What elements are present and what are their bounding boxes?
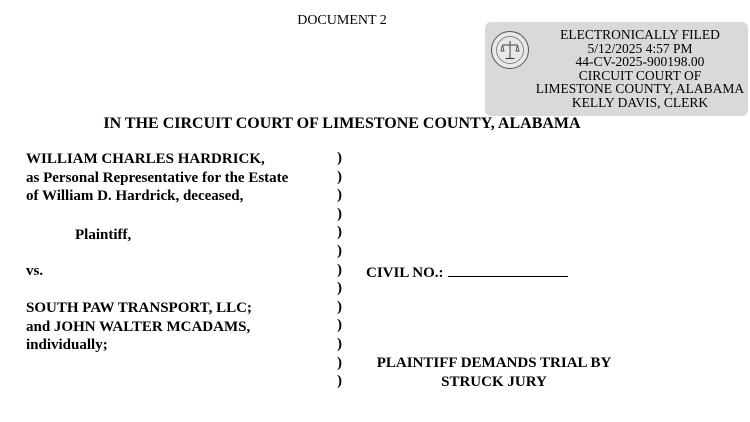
caption-paren: ) <box>337 261 342 278</box>
caption-paren: ) <box>337 242 342 259</box>
plaintiff-name: WILLIAM CHARLES HARDRICK, <box>26 151 265 167</box>
defendant-capacity: individually; <box>26 337 108 353</box>
clerk-name: KELLY DAVIS, CLERK <box>571 94 709 110</box>
court-seal-icon <box>490 30 530 70</box>
civil-number-blank-line <box>448 262 568 277</box>
versus-label: vs. <box>26 263 44 279</box>
court-name: CIRCUIT COURT OF <box>578 67 702 83</box>
court-county: LIMESTONE COUNTY, ALABAMA <box>535 81 745 97</box>
caption-paren: ) <box>337 280 342 297</box>
caption-parentheses-column <box>337 149 349 391</box>
civil-number-field <box>366 262 568 282</box>
plaintiff-block <box>26 150 288 206</box>
plaintiff-estate: of William D. Hardrick, deceased, <box>26 188 244 204</box>
caption-paren: ) <box>337 317 342 334</box>
civil-number-label: CIVIL NO.: <box>366 265 444 281</box>
plaintiff-role-label: Plaintiff, <box>75 227 132 243</box>
caption-paren: ) <box>337 168 342 185</box>
caption-paren: ) <box>337 187 342 204</box>
case-number: 44-CV-2025-900198.00 <box>575 54 705 70</box>
caption-paren: ) <box>337 205 342 222</box>
jury-demand-line-2: STRUCK JURY <box>441 374 547 390</box>
defendant-company: SOUTH PAW TRANSPORT, LLC; <box>26 300 252 316</box>
defendant-block <box>26 299 252 355</box>
plaintiff-capacity: as Personal Representative for the Estate <box>26 169 289 186</box>
document-number-label: DOCUMENT 2 <box>297 13 387 28</box>
caption-paren: ) <box>337 298 342 315</box>
filing-timestamp: 5/12/2025 4:57 PM <box>587 40 693 56</box>
filing-stamp-text <box>530 28 750 110</box>
court-title: IN THE CIRCUIT COURT OF LIMESTONE COUNTY, ALABAMA <box>103 115 581 132</box>
caption-paren: ) <box>337 224 342 241</box>
jury-demand-line-1: PLAINTIFF DEMANDS TRIAL BY <box>376 355 612 371</box>
jury-demand <box>366 354 622 392</box>
filing-status: ELECTRONICALLY FILED <box>560 27 720 42</box>
caption-paren: ) <box>337 373 342 390</box>
defendant-individual: and JOHN WALTER MCADAMS, <box>26 318 251 335</box>
caption-paren: ) <box>337 150 342 166</box>
caption-paren: ) <box>337 354 342 371</box>
caption-paren: ) <box>337 335 342 352</box>
